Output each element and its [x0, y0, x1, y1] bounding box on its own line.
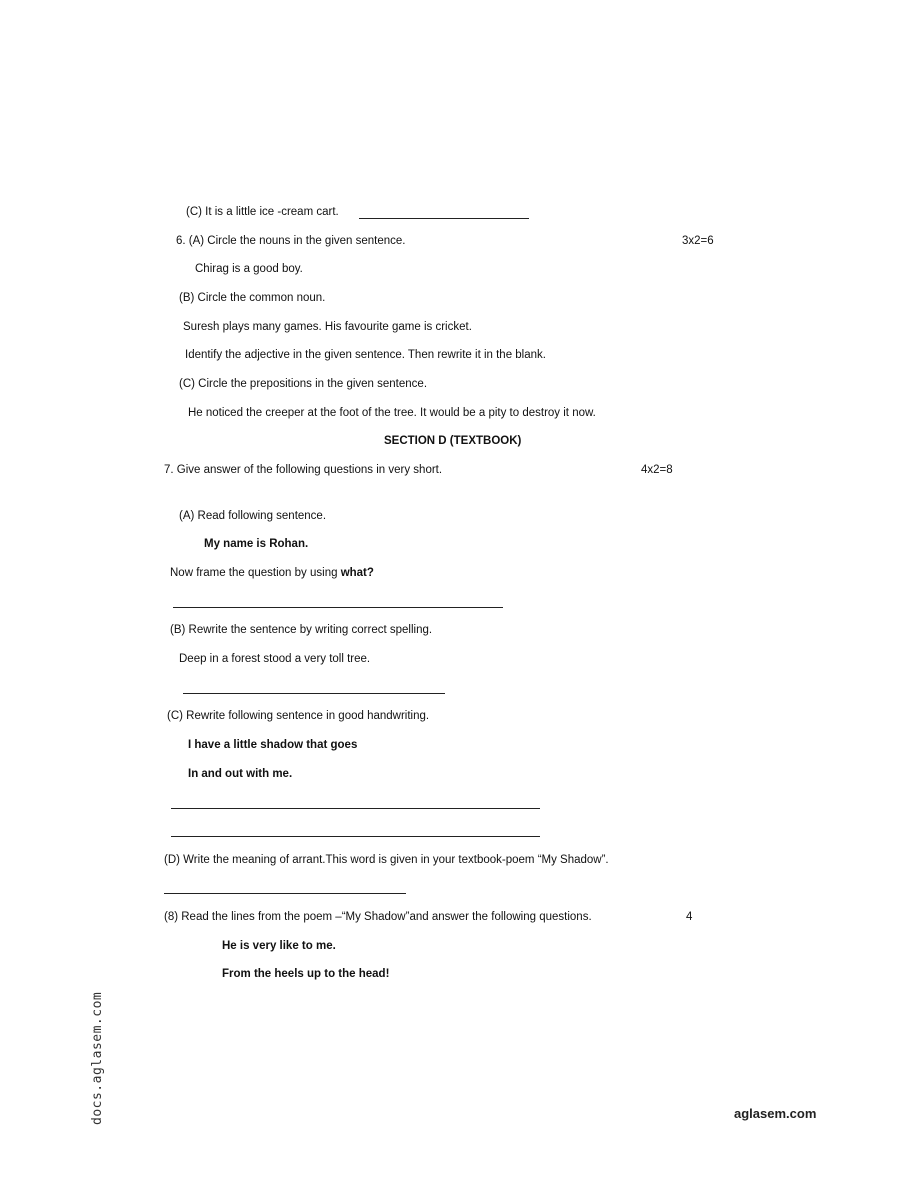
- q7-title: 7. Give answer of the following questions in very short.: [164, 464, 443, 476]
- q8-title: (8) Read the lines from the poem –“My Shadow”and answer the following questions.: [164, 911, 592, 923]
- q7-b-sentence: Deep in a forest stood a very toll tree.: [179, 653, 371, 665]
- q6-c-text: (C) Circle the prepositions in the given sentence.: [179, 378, 428, 390]
- q7-a-answer-line: [173, 607, 503, 608]
- q7-a-frame: [170, 566, 374, 580]
- q6-b-text: (B) Circle the common noun.: [179, 292, 326, 304]
- q8-line2: From the heels up to the head!: [222, 968, 390, 980]
- q7-a-frame-prefix: Now frame the question by using: [170, 567, 341, 579]
- q6-adjective-text: Identify the adjective in the given sentence. Then rewrite it in the blank.: [185, 349, 546, 361]
- q7-c-answer-line-2: [171, 836, 540, 837]
- q7-c-line1: I have a little shadow that goes: [188, 739, 358, 751]
- q8-marks: 4: [686, 911, 693, 923]
- q7-d-answer-line: [164, 893, 406, 894]
- q7-a-text: (A) Read following sentence.: [179, 510, 327, 522]
- q7-b-text: (B) Rewrite the sentence by writing correct spelling.: [170, 624, 433, 636]
- q7-c-line2: In and out with me.: [188, 768, 293, 780]
- q7-d-text: (D) Write the meaning of arrant.This word is given in your textbook-poem “My Shadow”.: [164, 854, 609, 866]
- q7-a-sentence: My name is Rohan.: [204, 538, 309, 550]
- side-watermark: docs.aglasem.com: [90, 991, 105, 1125]
- q7-a-frame-word: what?: [340, 567, 374, 579]
- q7-b-answer-line: [183, 693, 445, 694]
- q7-marks: 4x2=8: [641, 464, 673, 476]
- q6-c-sentence: He noticed the creeper at the foot of the tree. It would be a pity to destroy it now.: [188, 407, 596, 419]
- brand-label: aglasem.com: [734, 1106, 817, 1121]
- q6-a-sentence: Chirag is a good boy.: [195, 263, 303, 275]
- q8-line1: He is very like to me.: [222, 940, 336, 952]
- q6-marks: 3x2=6: [682, 235, 714, 247]
- section-d-heading: SECTION D (TEXTBOOK): [384, 435, 522, 447]
- q5-c-text: (C) It is a little ice -cream cart.: [186, 206, 339, 218]
- q7-c-answer-line-1: [171, 808, 540, 809]
- q6-b-sentence: Suresh plays many games. His favourite game is cricket.: [183, 321, 472, 333]
- q6-a-text: 6. (A) Circle the nouns in the given sentence.: [176, 235, 406, 247]
- q5-c-answer-line: [359, 218, 529, 219]
- q7-c-text: (C) Rewrite following sentence in good handwriting.: [167, 710, 430, 722]
